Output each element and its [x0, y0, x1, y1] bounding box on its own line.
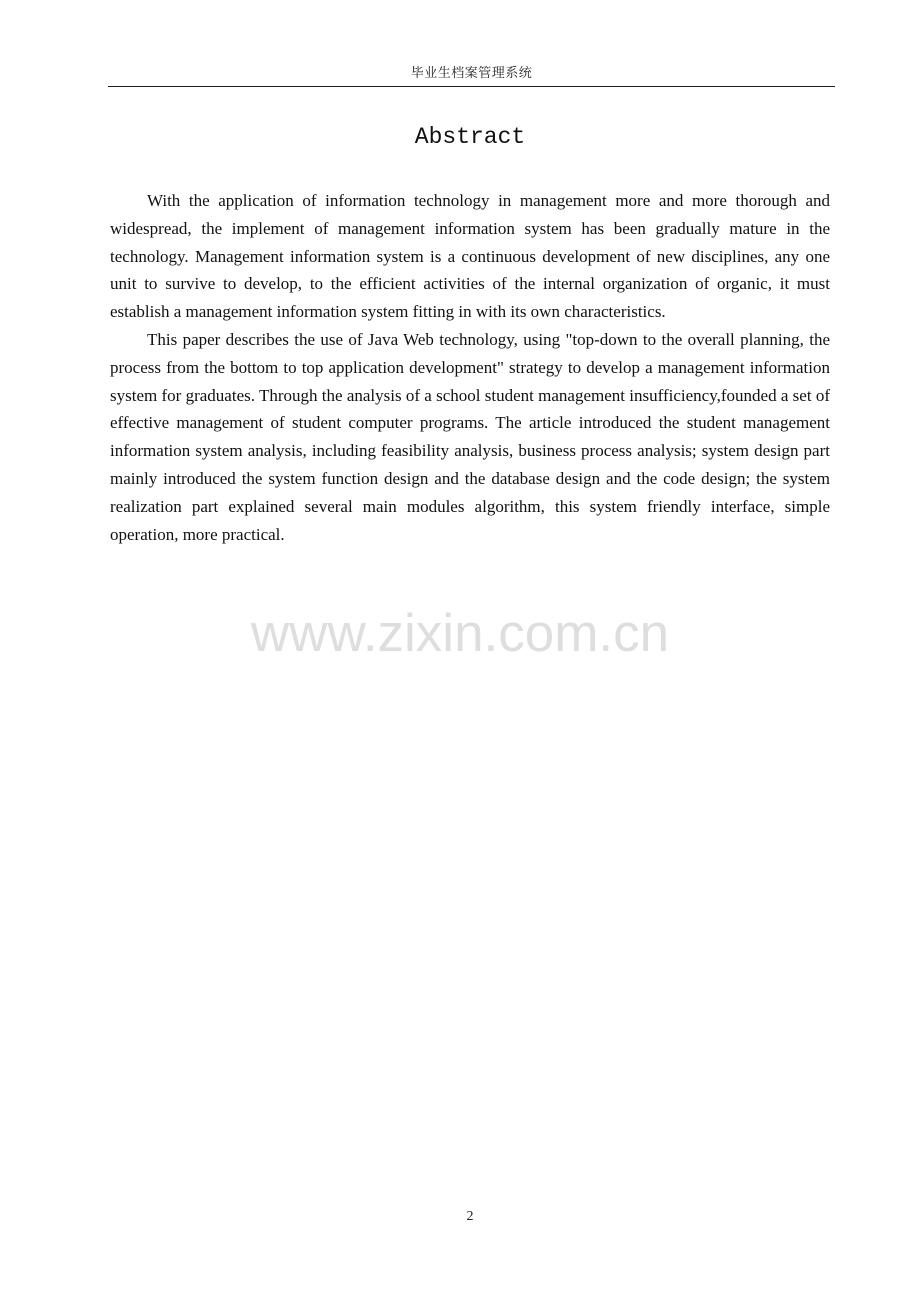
- running-title: 毕业生档案管理系统: [410, 66, 533, 81]
- page-header: [108, 64, 835, 87]
- abstract-body: [110, 187, 830, 548]
- abstract-title: Abstract: [414, 124, 526, 150]
- abstract-paragraph: This paper describes the use of Java Web technology, using "top-down to the overall planning, the process from the bottom to top application development" strategy to develop a management information system for graduates. Through the analysis of a school student management insufficiency,founded a set of effective management of student computer programs. The article introduced the student management information system analysis, including feasibility analysis, business process analysis; system design part mainly introduced the system function design and the database design and the code design; the system realization part explained several main modules algorithm, this system friendly interface, simple operation, more practical.: [110, 329, 830, 544]
- page-number: 2: [466, 1209, 474, 1224]
- abstract-paragraph: With the application of information technology in management more and more thorough and widespread, the implement of management information system has been gradually mature in the technology. Management information system is a continuous development of new disciplines, any one unit to survive to develop, to the efficient activities of the internal organization of organic, it must establish a management information system fitting in with its own characteristics.: [110, 191, 830, 322]
- watermark: www.zixin.com.cn: [250, 604, 670, 663]
